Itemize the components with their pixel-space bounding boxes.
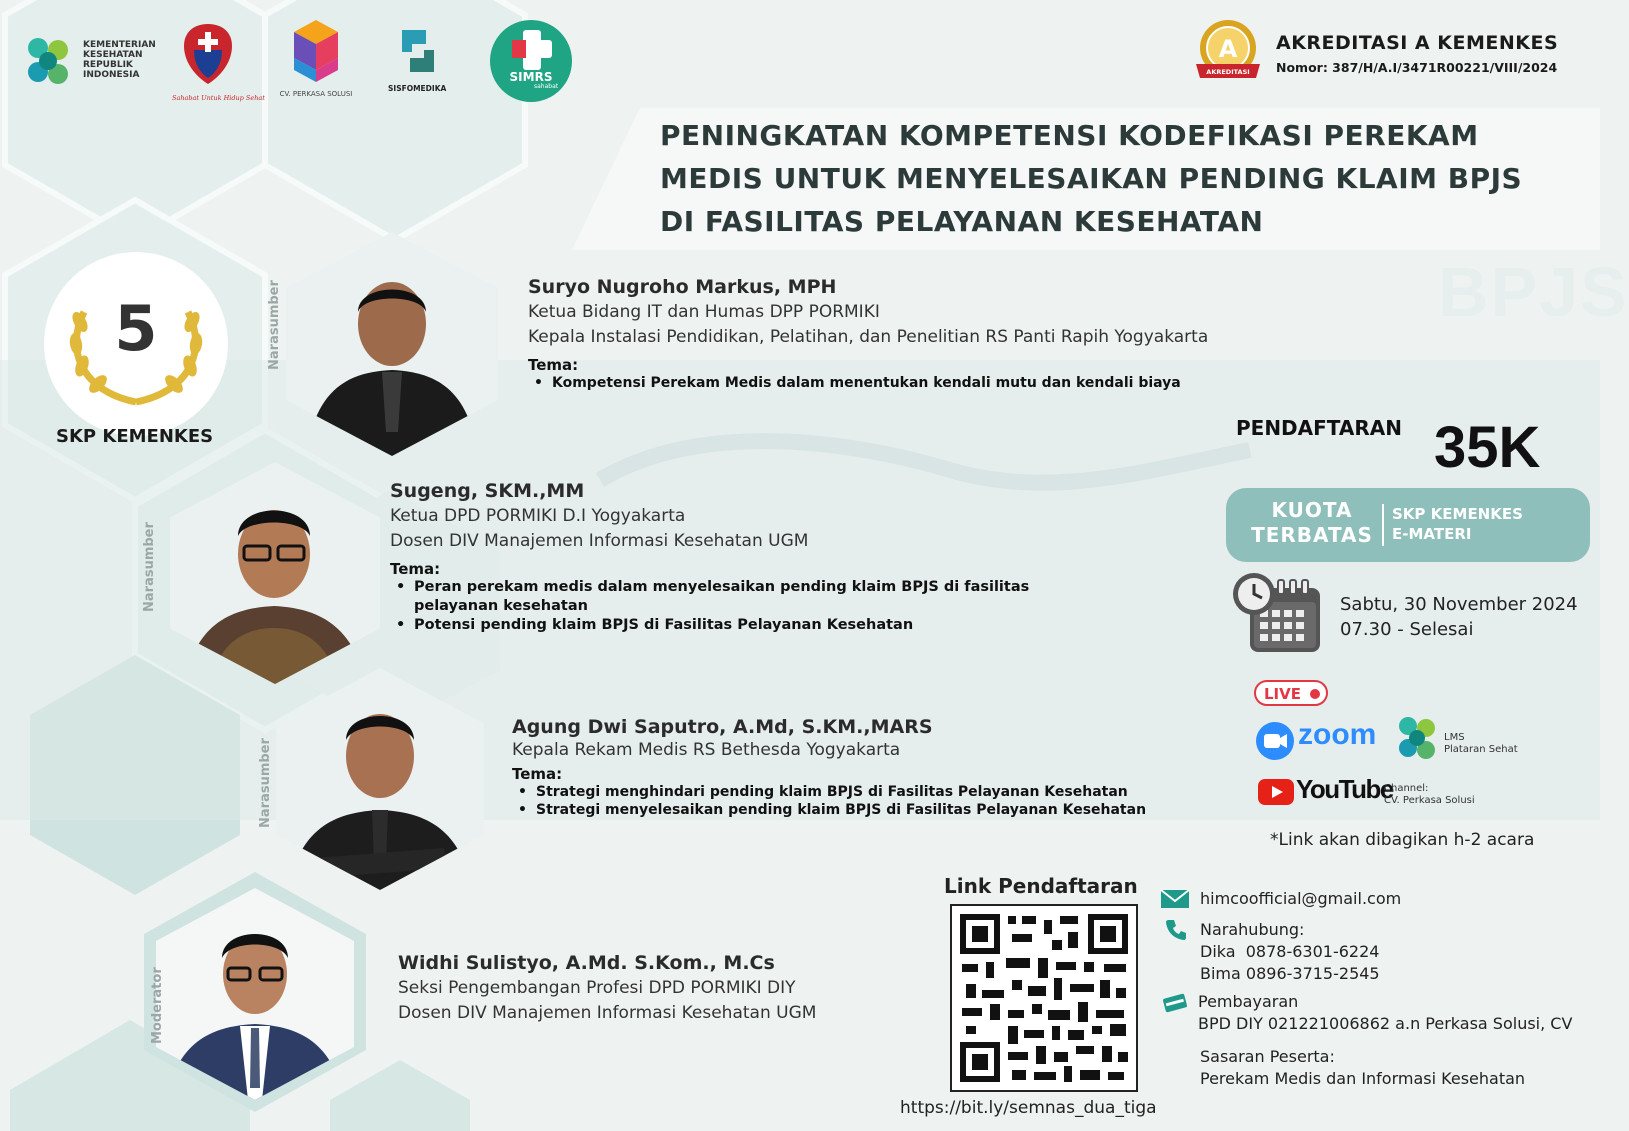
skp-number: 5 xyxy=(114,292,158,365)
speaker-role-label: Narasumber xyxy=(267,280,282,370)
qr-code-icon xyxy=(952,906,1136,1090)
kuota-benefit: E-MATERI xyxy=(1392,525,1472,543)
speaker-info-agung xyxy=(512,716,1146,819)
simrs-label: SIMRS xyxy=(509,70,553,84)
speaker-info-sugeng xyxy=(390,480,1110,635)
event-title xyxy=(660,114,1522,243)
kemenkes-line: KESEHATAN xyxy=(83,50,143,60)
kuota-benefit: SKP KEMENKES xyxy=(1392,505,1523,523)
event-time: 07.30 - Selesai xyxy=(1340,619,1474,640)
live-label: LIVE xyxy=(1264,685,1301,703)
speaker-info-suryo xyxy=(528,276,1208,392)
kemenkes-logo xyxy=(18,30,158,92)
narahubung-block xyxy=(1200,919,1380,985)
laurel-wreath-icon xyxy=(44,252,228,436)
speaker-role: Kepala Rekam Medis RS Bethesda Yogyakarta xyxy=(512,740,901,760)
kuota-line: KUOTA xyxy=(1271,498,1353,522)
tema-label: Tema: xyxy=(512,765,563,783)
tema-list xyxy=(528,374,1208,392)
tema-label: Tema: xyxy=(390,560,441,578)
akreditasi-ribbon: AKREDITASI xyxy=(1206,68,1250,76)
akreditasi-letter: A xyxy=(1218,35,1238,63)
pormiki-logo-icon xyxy=(172,20,244,88)
tema-item: • Peran perekam medis dalam menyelesaikan pending klaim BPJS di fasilitas pelayanan kesehatan xyxy=(390,578,1110,616)
event-title-line: PENINGKATAN KOMPETENSI KODEFIKASI PEREKAM xyxy=(660,119,1479,152)
lms-line: LMS xyxy=(1444,732,1465,743)
tema-item: • Kompetensi Perekam Medis dalam menentukan kendali mutu dan kendali biaya xyxy=(528,374,1208,392)
skp-badge xyxy=(44,252,228,436)
youtube-label: YouTube xyxy=(1296,774,1393,804)
pembayaran-label: Pembayaran xyxy=(1198,992,1299,1011)
pormiki-logo xyxy=(172,20,265,102)
speaker-name: Suryo Nugroho Markus, MPH xyxy=(528,276,837,298)
narahubung-contact: Dika 0878-6301-6224 xyxy=(1200,942,1380,961)
moderator-role-label: Moderator xyxy=(150,967,165,1044)
contact-email[interactable]: himcoofficial@gmail.com xyxy=(1200,889,1402,908)
zoom-icon xyxy=(1256,722,1294,760)
perkasa-label: CV. PERKASA SOLUSI xyxy=(279,90,353,98)
calendar-clock-icon xyxy=(1232,572,1324,656)
tema-list xyxy=(390,578,1110,635)
speaker-role: Ketua DPD PORMIKI D.I Yogyakarta xyxy=(390,506,686,526)
pembayaran-detail: BPD DIY 021221006862 a.n Perkasa Solusi, CV xyxy=(1198,1014,1573,1033)
channel-line: Channel: xyxy=(1384,783,1429,794)
lms-line: Plataran Sehat xyxy=(1444,744,1518,755)
zoom-label: zoom xyxy=(1298,718,1377,751)
kemenkes-line: REPUBLIK xyxy=(83,60,133,70)
pendaftaran-label: PENDAFTARAN xyxy=(1236,416,1402,440)
speaker-role: Kepala Instalasi Pendidikan, Pelatihan, dan Penelitian RS Panti Rapih Yogyakarta xyxy=(528,327,1209,347)
youtube-icon xyxy=(1258,779,1294,805)
cube-logo-icon xyxy=(276,18,356,84)
registration-url[interactable]: https://bit.ly/semnas_dua_tiga xyxy=(900,1098,1157,1118)
narahubung-contact: Bima 0896-3715-2545 xyxy=(1200,964,1380,983)
tema-item: • Strategi menghindari pending klaim BPJS di Fasilitas Pelayanan Kesehatan xyxy=(512,783,1146,801)
sasaran-detail: Perekam Medis dan Informasi Kesehatan xyxy=(1200,1069,1526,1088)
registration-title: Link Pendaftaran xyxy=(944,874,1138,898)
perkasa-logo xyxy=(276,18,356,98)
sisfomedika-logo-icon xyxy=(388,22,448,80)
moderator-name: Widhi Sulistyo, A.Md. S.Kom., M.Cs xyxy=(398,952,775,974)
lms-label xyxy=(1444,732,1518,756)
play-icon xyxy=(1258,779,1294,805)
kemenkes-line: KEMENTERIAN xyxy=(83,40,156,50)
simrs-logo xyxy=(490,20,572,102)
skp-label: SKP KEMENKES xyxy=(56,426,214,447)
kuota-benefits xyxy=(1392,504,1523,544)
akreditasi-title: AKREDITASI A KEMENKES xyxy=(1276,32,1559,54)
sisfomedika-logo xyxy=(388,22,452,96)
event-title-line: MEDIS UNTUK MENYELESAIKAN PENDING KLAIM BPJS xyxy=(660,162,1523,195)
tema-label: Tema: xyxy=(528,356,579,374)
sasaran-label: Sasaran Peserta: xyxy=(1200,1047,1335,1066)
live-badge xyxy=(1254,680,1328,706)
speaker-role: Dosen DIV Manajemen Informasi Kesehatan UGM xyxy=(390,531,809,551)
kemenkes-logo-icon xyxy=(18,30,78,92)
sisfomedika-label: SISFOMEDIKA xyxy=(388,84,447,93)
youtube-channel xyxy=(1384,783,1475,807)
sasaran-block xyxy=(1200,1046,1525,1090)
kuota-divider xyxy=(1382,504,1384,546)
email-icon xyxy=(1160,888,1190,910)
tema-item: • Potensi pending klaim BPJS di Fasilitas Pelayanan Kesehatan xyxy=(390,616,1110,635)
speaker-role-label: Narasumber xyxy=(142,522,157,612)
lms-logo-icon xyxy=(1392,712,1440,764)
tema-list xyxy=(512,783,1146,819)
pendaftaran-price: 35K xyxy=(1434,415,1541,480)
speaker-role: Ketua Bidang IT dan Humas DPP PORMIKI xyxy=(528,302,880,322)
moderator-info-widhi xyxy=(398,952,816,1026)
registration-qr-code[interactable] xyxy=(950,904,1138,1092)
channel-line: CV. Perkasa Solusi xyxy=(1384,795,1475,806)
event-date: Sabtu, 30 November 2024 xyxy=(1340,594,1578,615)
kemenkes-line: INDONESIA xyxy=(83,70,140,80)
payment-card-icon xyxy=(1162,992,1188,1014)
narahubung-label: Narahubung: xyxy=(1200,920,1305,939)
pormiki-tagline: Sahabat Untuk Hidup Sehat xyxy=(172,94,265,102)
video-camera-icon xyxy=(1256,722,1294,760)
bpjs-watermark: BPJS xyxy=(1438,253,1629,331)
tema-item: • Strategi menyelesaikan pending klaim BPJS di Fasilitas Pelayanan Kesehatan xyxy=(512,801,1146,819)
kuota-banner xyxy=(1226,488,1590,562)
simrs-cross-icon xyxy=(490,20,572,70)
moderator-role: Seksi Pengembangan Profesi DPD PORMIKI DIY xyxy=(398,978,796,998)
simrs-sub: sahabat xyxy=(534,83,559,90)
speaker-role-label: Narasumber xyxy=(258,738,273,828)
live-dot-icon xyxy=(1310,689,1320,699)
kuota-line: TERBATAS xyxy=(1251,523,1373,547)
link-note: *Link akan dibagikan h-2 acara xyxy=(1270,830,1535,850)
speaker-name: Sugeng, SKM.,MM xyxy=(390,480,585,502)
phone-icon xyxy=(1164,918,1188,942)
kuota-text xyxy=(1232,498,1392,548)
event-title-line: DI FASILITAS PELAYANAN KESEHATAN xyxy=(660,205,1264,238)
akreditasi-nomor: Nomor: 387/H/A.I/3471R00221/VIII/2024 xyxy=(1276,60,1558,75)
moderator-role: Dosen DIV Manajemen Informasi Kesehatan UGM xyxy=(398,1003,817,1023)
akreditasi-badge-icon xyxy=(1192,18,1264,84)
pembayaran-block xyxy=(1198,991,1572,1035)
speaker-name: Agung Dwi Saputro, A.Md, S.KM.,MARS xyxy=(512,716,933,738)
